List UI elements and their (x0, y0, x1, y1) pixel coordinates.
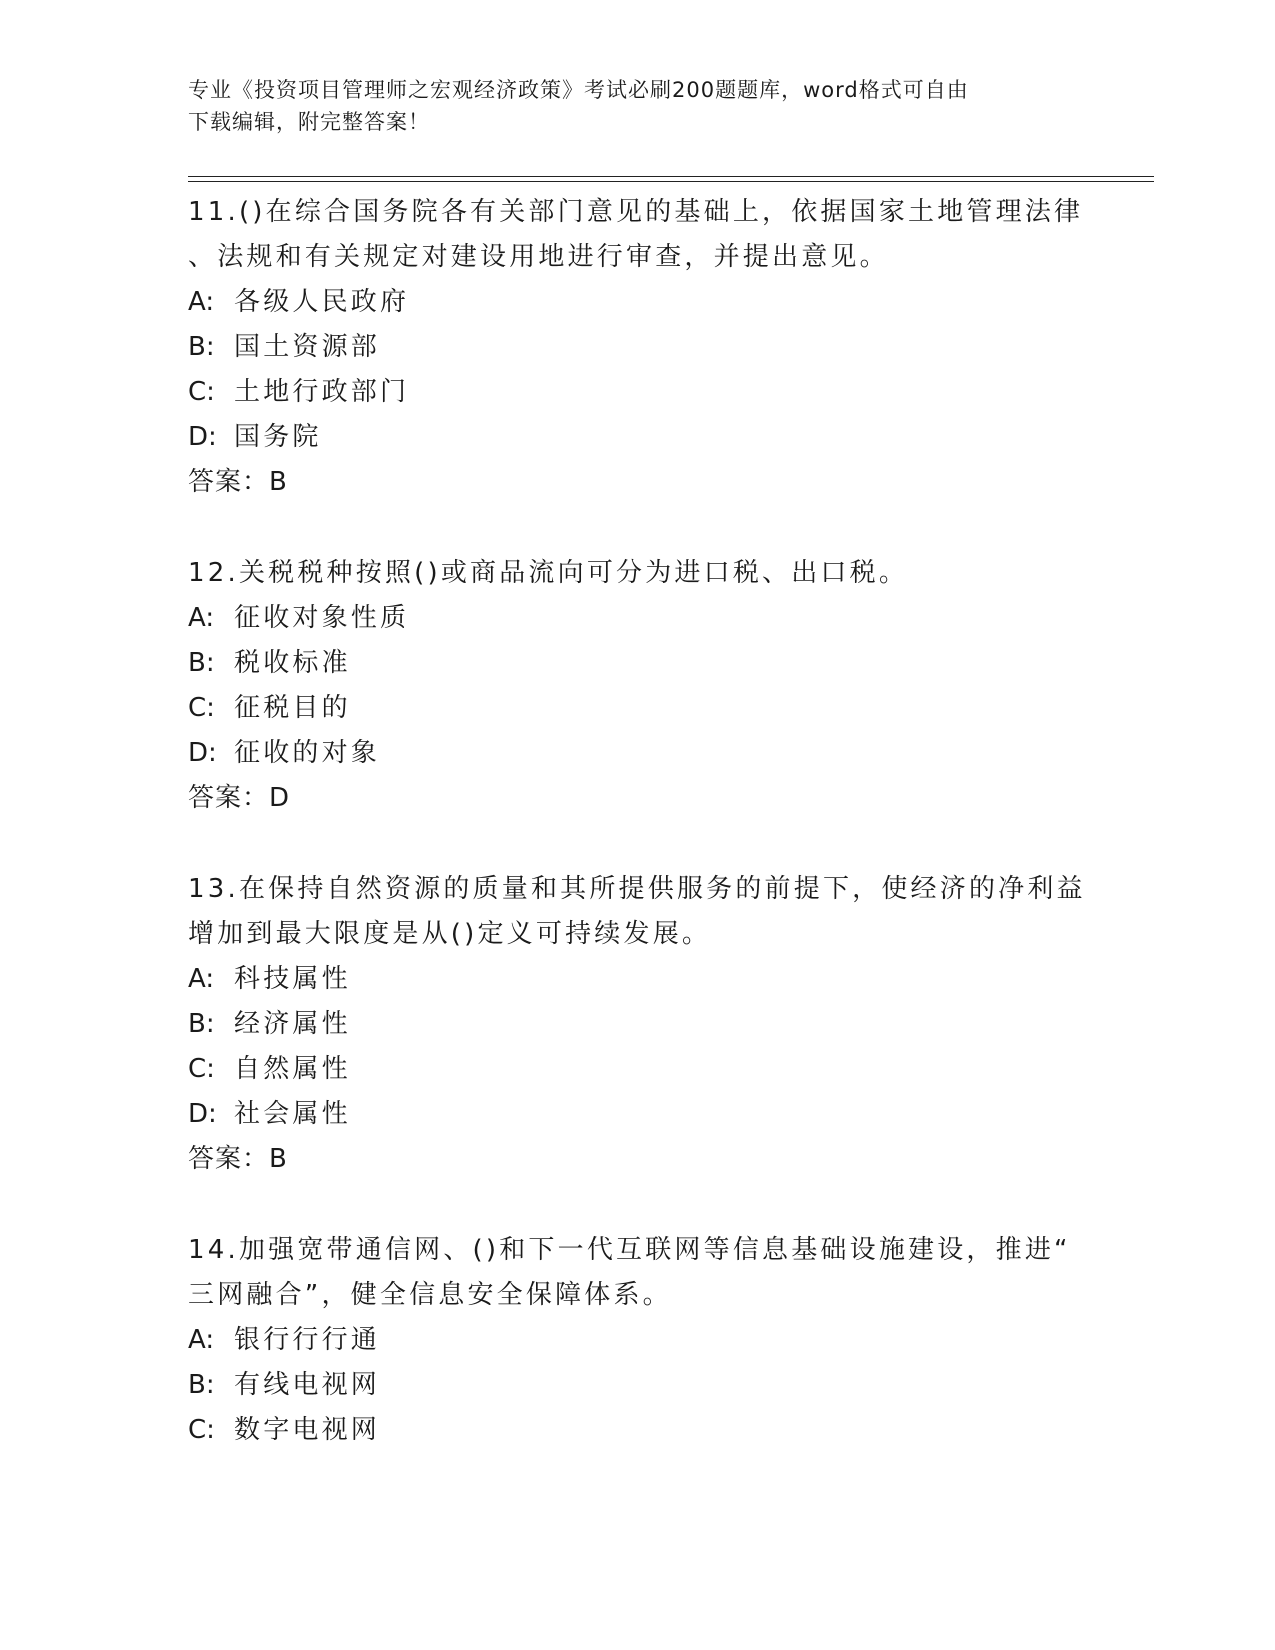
option-b (188, 325, 1088, 370)
option-a (188, 596, 1088, 641)
option-letter: A: (188, 287, 215, 317)
option-a (188, 957, 1088, 1002)
question-14 (188, 1228, 1088, 1453)
question-12 (188, 551, 1088, 821)
option-letter: D: (188, 1099, 217, 1129)
question-list (188, 190, 1088, 1453)
question-stem: 14.加强宽带通信网、()和下一代互联网等信息基础设施建设，推进“ (188, 1235, 1071, 1265)
option-letter: D: (188, 422, 217, 452)
question-stem-continued: 、法规和有关规定对建设用地进行审查，并提出意见。 (188, 242, 889, 272)
option-text: 经济属性 (234, 1009, 351, 1039)
option-text: 国土资源部 (234, 332, 381, 362)
option-letter: B: (188, 332, 215, 362)
option-text: 社会属性 (234, 1099, 351, 1129)
answer-line: 答案：B (188, 1144, 288, 1174)
question-stem-continued: 三网融合”，健全信息安全保障体系。 (188, 1280, 672, 1310)
question-spacer (188, 821, 1088, 867)
intro-note (188, 74, 1068, 138)
option-text: 征税目的 (234, 693, 351, 723)
option-text: 银行行行通 (234, 1325, 381, 1355)
option-d (188, 1092, 1088, 1137)
question-stem: 13.在保持自然资源的质量和其所提供服务的前提下，使经济的净利益 (188, 874, 1086, 904)
option-b (188, 1363, 1088, 1408)
option-letter: A: (188, 964, 215, 994)
answer-line: 答案：D (188, 783, 291, 813)
intro-line-2: 下载编辑，附完整答案！ (188, 110, 430, 134)
question-spacer (188, 505, 1088, 551)
option-letter: B: (188, 1009, 215, 1039)
option-a (188, 280, 1088, 325)
option-c (188, 370, 1088, 415)
option-b (188, 641, 1088, 686)
option-text: 征收对象性质 (234, 603, 410, 633)
option-text: 土地行政部门 (234, 377, 410, 407)
header-divider-top (188, 176, 1154, 177)
intro-line-1: 专业《投资项目管理师之宏观经济政策》考试必刷200题题库，word格式可自由 (188, 78, 969, 102)
question-stem: 11.()在综合国务院各有关部门意见的基础上，依据国家土地管理法律 (188, 197, 1084, 227)
option-b (188, 1002, 1088, 1047)
question-13 (188, 867, 1088, 1182)
option-d (188, 415, 1088, 460)
option-text: 有线电视网 (234, 1370, 381, 1400)
option-text: 自然属性 (234, 1054, 351, 1084)
question-spacer (188, 1182, 1088, 1228)
option-text: 科技属性 (234, 964, 351, 994)
option-text: 各级人民政府 (234, 287, 410, 317)
option-letter: C: (188, 693, 215, 723)
option-letter: C: (188, 377, 215, 407)
option-letter: A: (188, 1325, 215, 1355)
option-letter: A: (188, 603, 215, 633)
option-a (188, 1318, 1088, 1363)
option-letter: D: (188, 738, 217, 768)
option-c (188, 1047, 1088, 1092)
option-text: 征收的对象 (234, 738, 381, 768)
option-letter: C: (188, 1054, 215, 1084)
question-stem: 12.关税税种按照()或商品流向可分为进口税、出口税。 (188, 558, 909, 588)
question-11 (188, 190, 1088, 505)
option-text: 数字电视网 (234, 1415, 381, 1445)
option-c (188, 686, 1088, 731)
option-letter: C: (188, 1415, 215, 1445)
option-letter: B: (188, 1370, 215, 1400)
option-text: 税收标准 (234, 648, 351, 678)
option-d (188, 731, 1088, 776)
header-divider-bottom (188, 181, 1154, 182)
option-text: 国务院 (234, 422, 322, 452)
option-letter: B: (188, 648, 215, 678)
option-c (188, 1408, 1088, 1453)
answer-line: 答案：B (188, 467, 288, 497)
question-stem-continued: 增加到最大限度是从()定义可持续发展。 (188, 919, 712, 949)
